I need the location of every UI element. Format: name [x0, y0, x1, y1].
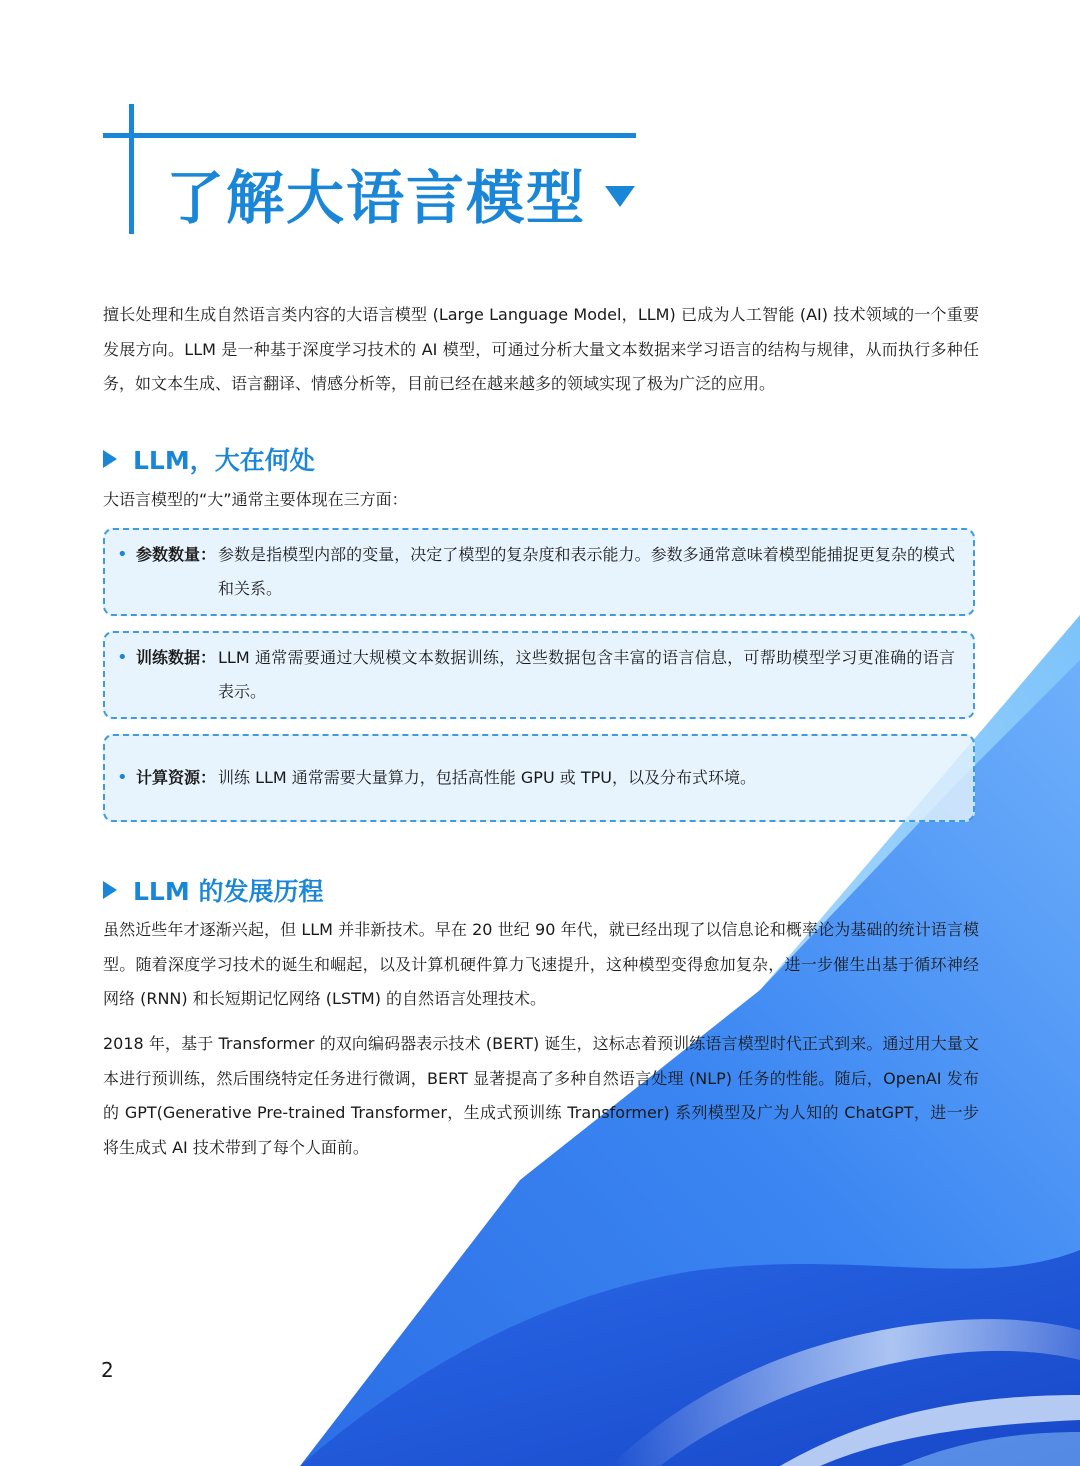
info-box-label: 训练数据：	[136, 647, 217, 667]
bullet-dot-icon: •	[117, 646, 128, 668]
info-box-training-data	[103, 631, 975, 719]
bullet-dot-icon: •	[117, 543, 128, 565]
section-heading-llm-scale	[103, 442, 315, 476]
title-frame-horizontal-line	[103, 133, 636, 138]
info-box-compute-resources	[103, 734, 975, 822]
play-arrow-icon	[103, 881, 117, 899]
bullet-dot-icon: •	[117, 766, 128, 788]
info-box-text: 训练 LLM 通常需要大量算力，包括高性能 GPU 或 TPU，以及分布式环境。	[218, 767, 756, 787]
info-box-parameters	[103, 528, 975, 616]
play-arrow-icon	[103, 450, 117, 468]
info-box-label: 参数数量：	[136, 544, 217, 564]
page-title: 了解大语言模型	[166, 164, 587, 232]
title-frame-vertical-line	[129, 104, 134, 234]
section-title: LLM 的发展历程	[133, 877, 324, 906]
info-box-label: 计算资源：	[136, 767, 217, 787]
info-box-text: 参数是指模型内部的变量，决定了模型的复杂度和表示能力。参数多通常意味着模型能捕捉更复杂的模式和关系。	[218, 544, 955, 598]
section-title: LLM，大在何处	[133, 446, 315, 475]
section-heading-llm-history	[103, 873, 323, 907]
history-paragraph-1: 虽然近些年才逐渐兴起，但 LLM 并非新技术。早在 20 世纪 90 年代，就已经出现了以信息论和概率论为基础的统计语言模型。随着深度学习技术的诞生和崛起，以及计算机硬件算力飞速提升，这种模型变得愈加复杂，进一步催生出基于循环神经网络 (RNN) 和长短期记忆网络 (LSTM) 的自然语言处理技术。	[103, 920, 979, 1008]
section-lead: 大语言模型的“大”通常主要体现在三方面：	[103, 490, 408, 509]
intro-paragraph: 擅长处理和生成自然语言类内容的大语言模型 (Large Language Model，LLM) 已成为人工智能 (AI) 技术领域的一个重要发展方向。LLM 是一种基于深度学习技术的 AI 模型，可通过分析大量文本数据来学习语言的结构与规律，从而执行多种任务，如文本生成、语言翻译、情感分析等，目前已经在越来越多的领域实现了极为广泛的应用。	[103, 305, 979, 393]
info-box-text: LLM 通常需要通过大规模文本数据训练，这些数据包含丰富的语言信息，可帮助模型学习更准确的语言表示。	[218, 647, 955, 701]
triangle-down-icon	[605, 186, 635, 207]
history-paragraph-2: 2018 年，基于 Transformer 的双向编码器表示技术 (BERT) 诞生，这标志着预训练语言模型时代正式到来。通过用大量文本进行预训练，然后围绕特定任务进行微调，BERT 显著提高了多种自然语言处理 (NLP) 任务的性能。随后，OpenAI 发布的 GPT(Generative Pre-trained Transformer，生成式预训练 Transformer) 系列模型及广为人知的 ChatGPT，进一步将生成式 AI 技术带到了每个人面前。	[103, 1034, 979, 1157]
page-number: 2	[101, 1358, 114, 1382]
